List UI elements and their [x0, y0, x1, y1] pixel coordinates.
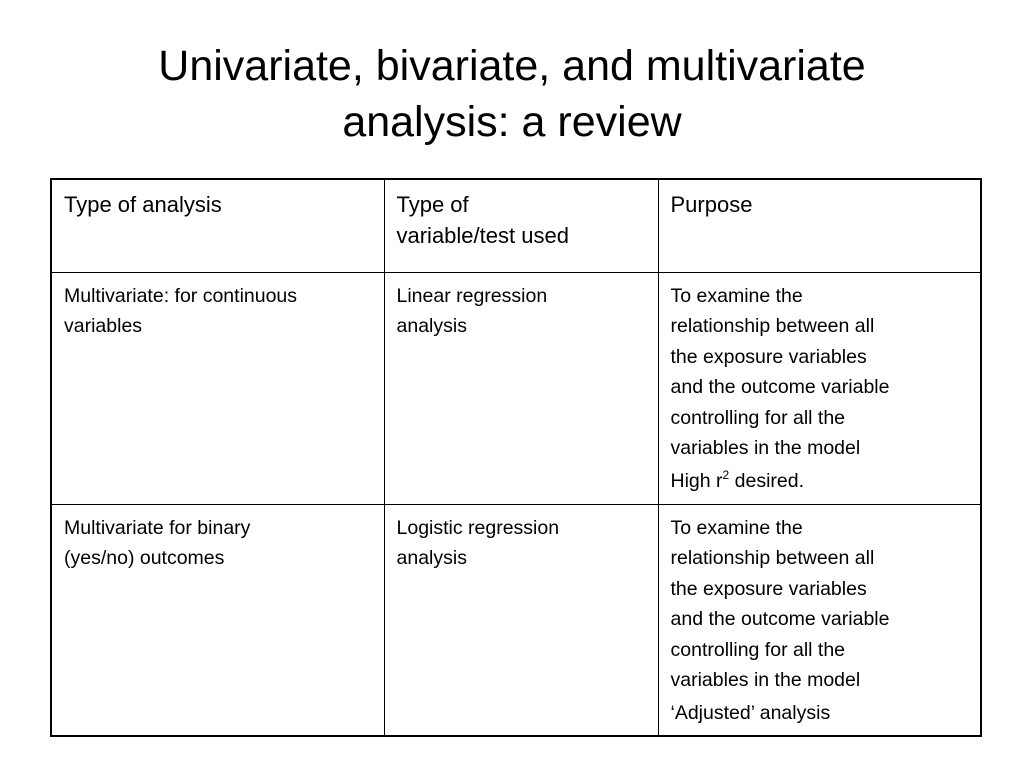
- header-label: Purpose: [670, 192, 753, 217]
- cell-text: Linear regression analysis: [396, 285, 548, 338]
- header-cell-test-used: [384, 179, 658, 273]
- cell-text: Multivariate for binary (yes/no) outcomes: [64, 517, 251, 570]
- cell-test-used: [384, 273, 658, 505]
- note-suffix: desired.: [729, 470, 805, 493]
- note-superscript: 2: [722, 468, 730, 483]
- purpose-text: To examine the relationship between all the exposure variables and the outcome variable controlling for all the variables in the model: [670, 285, 890, 460]
- header-label: Type of variable/test used: [396, 192, 569, 248]
- table-row: [51, 505, 981, 737]
- cell-purpose: [658, 273, 981, 505]
- slide-title: [0, 38, 1024, 150]
- cell-type-of-analysis: [51, 273, 384, 505]
- cell-purpose: [658, 505, 981, 737]
- cell-test-used: [384, 505, 658, 737]
- table-row: [51, 273, 981, 505]
- slide-title-line-1: Univariate, bivariate, and multivariate: [158, 42, 866, 90]
- slide-title-line-2: analysis: a review: [342, 98, 682, 146]
- header-label: Type of analysis: [64, 192, 222, 217]
- purpose-note: [659, 463, 981, 495]
- purpose-text: To examine the relationship between all the exposure variables and the outcome variable controlling for all the variables in the model: [670, 517, 890, 692]
- analysis-review-table: [50, 178, 982, 737]
- table-header-row: [51, 179, 981, 273]
- note-prefix: High r: [670, 470, 723, 493]
- purpose-note: ‘Adjusted’ analysis: [670, 702, 831, 725]
- header-cell-type-of-analysis: [51, 179, 384, 273]
- header-cell-purpose: [658, 179, 981, 273]
- cell-text: Logistic regression analysis: [396, 517, 560, 570]
- cell-text: Multivariate: for continuous variables: [64, 285, 298, 338]
- cell-type-of-analysis: [51, 505, 384, 737]
